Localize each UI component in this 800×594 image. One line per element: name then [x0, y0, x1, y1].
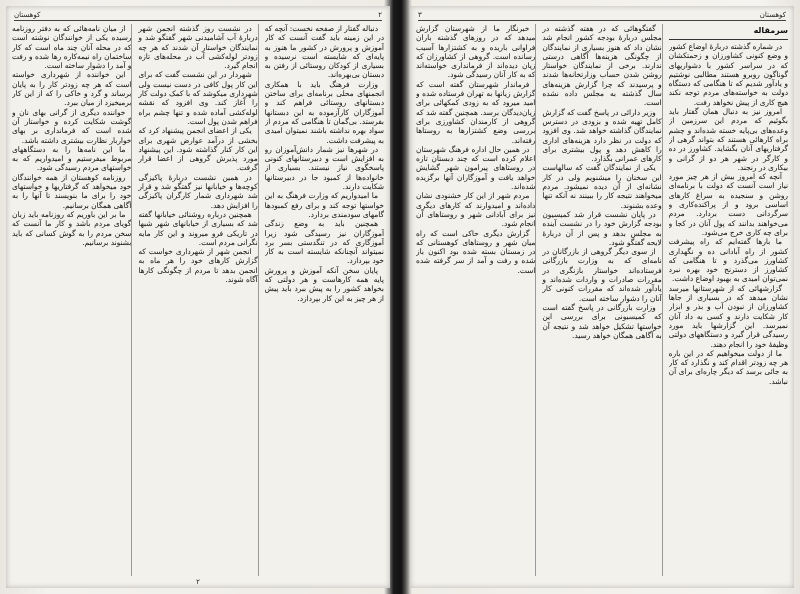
left-col-3	[12, 24, 132, 576]
left-page-columns	[12, 24, 384, 576]
article-paragraph: شهردار در این نشست گفت که برای این کار پول کافی در دست نیست ولی شهرداری میکوشد که با کمک دولت کار را آغاز کند. وی افزود که نقشه لوله‌کشی آماده شده و تنها چشم براه فراهم شدن پول است.	[138, 70, 258, 126]
page-fold	[391, 0, 409, 594]
right-page-header	[418, 10, 786, 21]
article-paragraph: همچنین باید به وضع زندگی آموزگاران نیز رسیدگی شود زیرا آموزگاری که در تنگدستی بسر برد نمیتواند آنچنانکه شایسته است به کار خود بپردازد.	[264, 219, 384, 266]
column-title: سرمقاله	[753, 26, 788, 35]
article-paragraph: ما این نامه‌ها را به دستگاههای مربوط میفرستیم و امیدواریم که به خواستهای مردم رسیدگی شود.	[12, 144, 132, 173]
right-page	[410, 6, 794, 588]
article-paragraph: آنچه که امروز بیش از هر چیز مورد نیاز است آنست که دولت با برنامه‌ای روشن و سنجیده به سراغ کارهای اساسی برود و از پراکنده‌کاری و سرگردانی دست بردارد. مردم می‌خواهند بدانند که پول آنان در کجا و برای چه کاری خرج می‌شود.	[668, 172, 788, 237]
left-page-header	[14, 10, 382, 21]
article-paragraph: دنباله گفتار از صفحه نخست: آنچه که در این زمینه باید گفت آنست که کار آموزش و پرورش در کشور ما هنوز به پایه‌ای که شایسته است نرسیده و بسیاری از کودکان روستائی از رفتن به دبستان بی‌بهره‌اند.	[264, 24, 384, 80]
article-paragraph: در پایان نشست قرار شد کمیسیون بودجه گزارش خود را در نشست آینده به مجلس بدهد و پس از آن دربارهٔ لایحه گفتگو شود.	[542, 209, 662, 247]
article-paragraph: پایان سخن آنکه آموزش و پرورش پایه همه کارهاست و هر دولتی که بخواهد کشور را به پیش ببرد باید پیش از هر چیز به این کار بپردازد.	[264, 265, 384, 303]
article-paragraph: در همین نشست دربارهٔ پاکیزگی کوچه‌ها و خیابانها نیز گفتگو شد و قرار شد شهرداری شمار کارگران پاکیزگی را افزایش دهد.	[138, 172, 258, 210]
article-paragraph: خواننده دیگری از گرانی بهای نان و گوشت شکایت کرده و خواستار آن شده است که فرمانداری بر بهای خواربار نظارت بیشتری داشته باشد.	[12, 107, 132, 145]
article-paragraph: وزارت بازرگانی در پاسخ گفته است که کمیسیونی برای بررسی این خواستها تشکیل خواهد شد و نتیجه آن به آگاهی همگان خواهد رسید.	[542, 302, 662, 340]
article-paragraph: در نشست روز گذشته انجمن شهر دربارهٔ آب آشامیدنی شهر گفتگو شد و نمایندگان خواستار آن شدند که هر چه زودتر لوله‌کشی آب در محله‌های تازه انجام گیرد.	[138, 24, 258, 71]
article-paragraph: در همین حال اداره فرهنگ شهرستان اعلام کرده است که چند دبستان تازه در روستاهای پیرامون شهر گشایش خواهد یافت و آموزگاران آنها برگزیده شده‌اند.	[416, 144, 536, 192]
article-paragraph: ما بر این باوریم که روزنامه باید زبان گویای مردم باشد و کار ما آنست که سخن مردم را به گوش کسانی که باید بشنوند برسانیم.	[12, 209, 132, 247]
left-page	[6, 6, 390, 588]
article-paragraph: در شماره گذشته دربارهٔ اوضاع کشور و وضع کنونی کشاورزان و زحمتکشان که در سراسر کشور با دشواریهای گوناگون روبرو هستند مطالبی نوشتیم و یادآور شدیم که تا هنگامی که دستگاه دولت به خواسته‌های مردم توجه نکند هیچ کاری از پیش نخواهد رفت.	[668, 42, 788, 107]
article-paragraph: این خواننده از شهرداری خواسته است که هر چه زودتر کار را به پایان برساند و گرد و خاکی را که از این کار برمیخیزد از میان ببرد.	[12, 70, 132, 108]
article-paragraph: مردم شهر از این کار خشنودی نشان داده‌اند و امیدوارند که کارهای دیگری نیز برای آبادانی شهر و روستاهای آن انجام شود.	[416, 191, 536, 229]
article-paragraph: ما بارها گفته‌ایم که راه پیشرفت کشور از راه آبادانی ده و نگهداری کشاورز می‌گذرد و تا هنگامی که کشاورز از دسترنج خود بهره نبرد نمی‌توان امیدی به بهبود اوضاع داشت.	[668, 237, 788, 284]
article-paragraph: از میان نامه‌هائی که به دفتر روزنامه رسیده یکی از خوانندگان نوشته است که در محله آنان چند ماه است که کار ساختمان راه نیمه‌کاره رها شده و رفت و آمد را دشوار ساخته است.	[12, 24, 132, 71]
article-paragraph: انجمن شهر از شهرداری خواست که گزارش کارهای خود را هر ماه به انجمن بدهد تا مردم از چگونگی کارها آگاه شوند.	[138, 247, 258, 285]
right-page-columns	[416, 24, 788, 576]
left-page-header-end: کوهستان	[14, 11, 41, 19]
right-page-header-end: ۳	[418, 11, 422, 19]
left-col-1	[265, 24, 384, 576]
article-paragraph: گفتگوهائی که در هفته گذشته در مجلس دربارهٔ بودجه کشور انجام شد نشان داد که هنوز بسیاری از نمایندگان از چگونگی هزینه‌ها آگاهی درستی ندارند. برخی از نمایندگان خواستار روشن شدن حساب وزارتخانه‌ها شدند و پرسیدند که چرا گزارش هزینه‌های سال گذشته به مجلس داده نشده است.	[542, 24, 662, 108]
article-paragraph: ما از دولت میخواهیم که در این باره هر چه زودتر اقدام کند و نگذارد که کار به جائی برسد که دیگر چاره‌ای برای آن نباشد.	[668, 348, 788, 386]
article-paragraph: گزارش دیگری حاکی است که راه میان شهر و روستاهای کوهستانی که در زمستان بسته شده بود اکنون باز شده و رفت و آمد از سر گرفته شده است.	[416, 228, 536, 275]
column-rule	[669, 39, 788, 40]
article-paragraph: گزارشهائی که از شهرستانها میرسد نشان میدهد که در بسیاری از جاها کشاورزان از نبودن آب و بذر و ابزار کار شکایت دارند و کسی به داد آنان نمیرسد. این گزارشها باید مورد رسیدگی قرار گیرد و دستگاههای دولتی وظیفهٔ خود را انجام دهند.	[668, 283, 788, 349]
right-col-1	[669, 24, 788, 576]
left-col-2	[138, 24, 258, 576]
article-paragraph: یکی از نمایندگان گفت که سالهاست این سخنان را میشنویم ولی در کار نشانه‌ای از آن دیده نمیشود. مردم میخواهند نتیجه کار را ببینند نه آنکه تنها وعده بشنوند.	[542, 163, 662, 210]
article-paragraph: خبرنگار ما از شهرستان گزارش میدهد که در روزهای گذشته باران فراوانی باریده و به کشتزارها آسیب رسانده است. گروهی از کشاورزان که زیان دیده‌اند از فرمانداری خواسته‌اند که به کار آنان رسیدگی شود.	[416, 24, 536, 80]
article-paragraph: وزیر دارائی در پاسخ گفت که گزارش کامل تهیه شده و بزودی در دسترس نمایندگان گذاشته خواهد شد. وی افزود که دولت در نظر دارد هزینه‌های اداری را کاهش دهد و پول بیشتری برای کارهای عمرانی بگذارد.	[542, 107, 662, 164]
article-paragraph: در شهرها نیز شمار دانش‌آموزان رو به افزایش است و دبیرستانهای کنونی پاسخگوی نیاز نیستند. بسیاری از خانواده‌ها از کمبود جا در دبیرستانها شکایت دارند.	[264, 144, 384, 192]
article-paragraph: امروز نیز به دنبال همان گفتار باید بگوئیم که مردم این سرزمین از وعده‌های بی‌پایه خسته شده‌اند و چشم براه کارهائی هستند که بتواند گرهی از گرفتاریهای آنان بگشاید. کشاورز در ده و کارگر در شهر هر دو از گرانی و بیکاری در رنجند.	[668, 107, 788, 172]
article-paragraph: ما امیدواریم که وزارت فرهنگ به این خواستها توجه کند و برای رفع کمبودها گامهای سودمندی بردارد.	[264, 191, 384, 219]
article-paragraph: همچنین درباره روشنائی خیابانها گفته شد که بسیاری از خیابانهای شهر شبها در تاریکی فرو میروند و این کار مایه نگرانی مردم است.	[138, 209, 258, 247]
left-page-header-start: ۲	[378, 11, 382, 19]
article-paragraph: وزارت فرهنگ باید با همکاری انجمنهای محلی برنامه‌ای برای ساختن دبستانهای روستائی فراهم کند و آموزگاران کارآزموده به این دبستانها بفرستد. بی‌گمان تا هنگامی که مردم از سواد بهره نداشته باشند نمیتوان امیدی به پیشرفت داشت.	[264, 79, 384, 145]
right-col-2	[542, 24, 662, 576]
article-paragraph: روزنامه کوهستان از همه خوانندگان خود میخواهد که گرفتاریها و خواستهای خود را برای ما بنویسند تا آنها را به آگاهی همگان برسانیم.	[12, 172, 132, 210]
article-paragraph: فرماندار شهرستان گفته است که گزارش زیانها به تهران فرستاده شده و امید میرود که به زودی کمکهائی برای زیان‌دیدگان برسد. همچنین گفته شد که گروهی از کارمندان کشاورزی برای بررسی وضع کشتزارها به روستاها رفته‌اند.	[416, 79, 536, 145]
right-page-header-start: کوهستان	[759, 11, 786, 19]
article-paragraph: از سوی دیگر گروهی از بازرگانان در نامه‌ای که به وزارت بازرگانی فرستاده‌اند خواستار بازنگری در مقررات صادرات و واردات شده‌اند و یادآور شده‌اند که مقررات کنونی کار آنان را دشوار ساخته است.	[542, 247, 662, 303]
right-col-3	[416, 24, 536, 576]
article-paragraph: یکی از اعضای انجمن پیشنهاد کرد که بخشی از درآمد عوارض شهری برای این کار کنار گذاشته شود. این پیشنهاد مورد پذیرش گروهی از اعضا قرار گرفت.	[138, 126, 258, 173]
left-page-footer: ۲	[196, 578, 200, 586]
